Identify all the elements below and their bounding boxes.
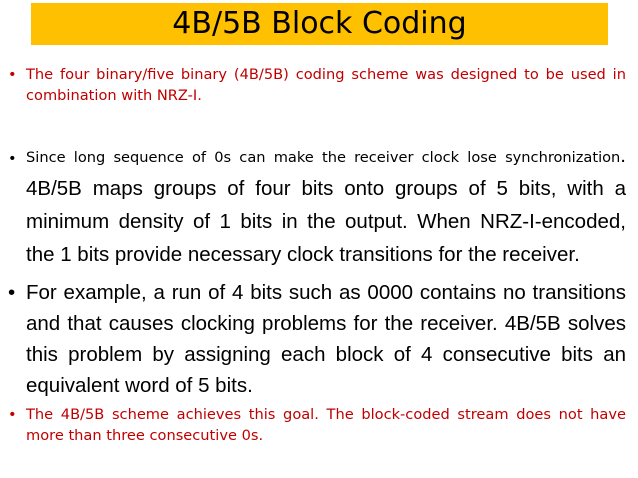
bullet-marker: • — [8, 281, 16, 304]
bullet-marker: • — [8, 150, 17, 167]
bullet-4-text: The 4B/5B scheme achieves this goal. The block-coded stream does not have more than three consecutive 0s. — [26, 406, 626, 444]
bullet-2-text — [26, 140, 626, 272]
bullet-2-text-small: Since long sequence of 0s can make the receiver clock lose synchronization — [26, 149, 621, 166]
slide-title: 4B/5B Block Coding — [172, 6, 467, 41]
bullet-2-text-large: . 4B/5B maps groups of four bits onto groups of 5 bits, with a minimum density of 1 bits in the output. When NRZ-I-encoded, the 1 bits provide necessary clock transitions for the receiver. — [26, 144, 626, 266]
bullet-1-text: The four binary/five binary (4B/5B) coding scheme was designed to be used in combination with NRZ-I. — [26, 66, 626, 104]
bullet-marker: • — [8, 66, 17, 83]
bullet-3-text: For example, a run of 4 bits such as 0000 contains no transitions and that causes clocking problems for the receiver. 4B/5B solves this problem by assigning each block of 4 consecutive bits an equivalent word of 5 bits. — [26, 281, 626, 397]
title-bar — [31, 3, 608, 45]
bullet-marker: • — [8, 406, 17, 423]
